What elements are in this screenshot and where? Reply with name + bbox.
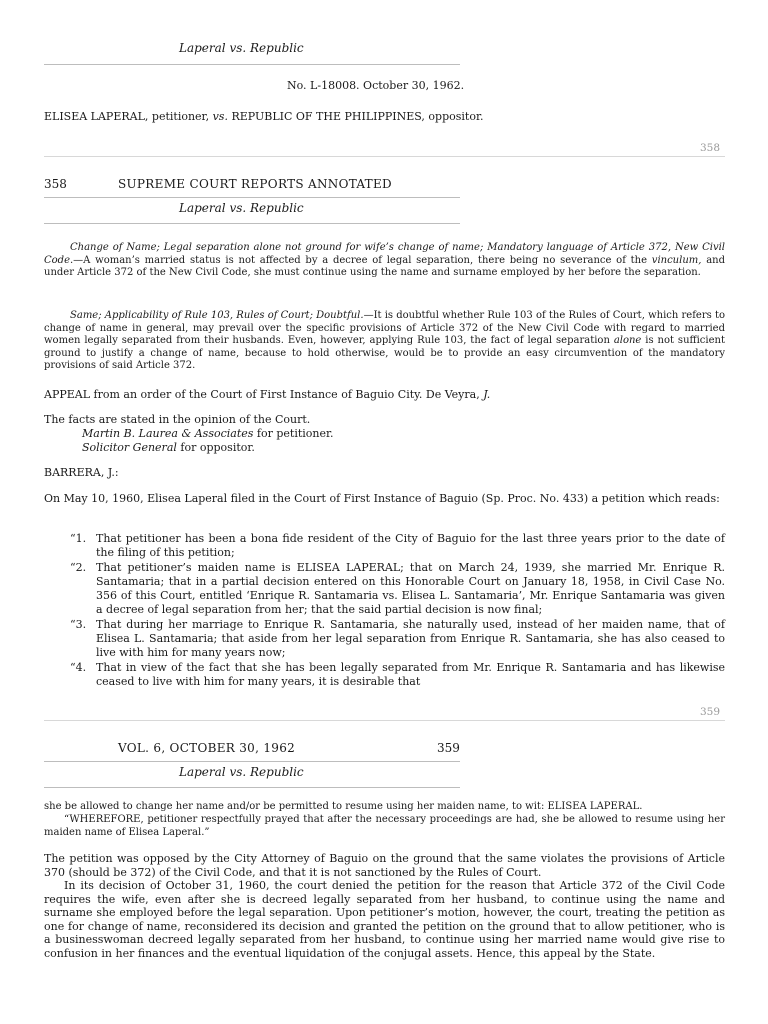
- petitioner-role: petitioner,: [148, 110, 213, 123]
- opening-paragraph: On May 10, 1960, Elisea Laperal filed in the Court of First Instance of Baguio (Sp. Proc. No. 433) a petition which reads:: [44, 492, 720, 505]
- petitioner-name: ELISEA LAPERAL,: [44, 110, 149, 123]
- list-item: “4. That in view of the fact that she has been legally separated from Mr. Enrique R. Santamaria and has likewise ceased to live with him for many years, it is desirable that: [70, 661, 725, 688]
- list-item: “1. That petitioner has been a bona fide resident of the City of Baguio for the last three years prior to the date of the filing of this petition;: [70, 532, 725, 559]
- case-parties: [44, 110, 744, 124]
- header-rule: [44, 64, 460, 65]
- page-divider: [44, 156, 725, 157]
- respondent-name: REPUBLIC OF THE PHILIPPINES,: [227, 110, 425, 123]
- journal-title: SUPREME COURT REPORTS ANNOTATED: [118, 177, 392, 191]
- page-marker: 358: [700, 142, 721, 154]
- syllabus-paragraph: Same; Applicability of Rule 103, Rules of Court; Doubtful.—It is doubtful whether Rule 103 of the Rules of Court, which refers to change of name in general, may prevail over the specific provisions of Article 372 of the New Civil Code with regard to married women legally separated from their husbands. Even, however, applying Rule 103, the fact of legal separation alone is not sufficient ground to justify a change of name, because to hold otherwise, would be to provide an easy circumvention of the mandatory provisions of said Article 372.: [44, 310, 725, 371]
- header-rule: [44, 761, 460, 762]
- versus: vs.: [212, 110, 228, 123]
- decision-paragraph: In its decision of October 31, 1960, the court denied the petition for the reason that Article 372 of the Civil Code requires the wife, even after she is decreed legally separated from her husband, to continue using the name and surname she employed before the legal separation. Upon petitioner’s motion, however, the court, treating the petition as one for change of name, reconsidered its decision and granted the petition on the ground that to allow petitioner, who is a businesswoman decreed legally separated from her husband, to continue using her married name would give rise to confusion in her finances and the eventual liquidation of the conjugal assets. Hence, this appeal by the State.: [44, 879, 725, 960]
- list-item: “3. That during her marriage to Enrique R. Santamaria, she naturally used, instead of her maiden name, that of Elisea L. Santamaria; that aside from her legal separation from Enrique R. Santamaria, she has also ceased to live with him for many years now;: [70, 618, 725, 659]
- ponente: BARRERA, J.:: [44, 466, 119, 479]
- page-number: 358: [44, 177, 67, 191]
- facts-line: The facts are stated in the opinion of the Court.: [44, 413, 311, 426]
- counsel-petitioner: Martin B. Laurea & Associates for petitioner.: [82, 427, 334, 440]
- page-marker: 359: [700, 706, 721, 718]
- syllabus-paragraph: Change of Name; Legal separation alone not ground for wife’s change of name; Mandatory language of Article 372, New Civil Code.—A woman’s married status is not affected by a decree of legal separation, there being no severance of the vinculum, and under Article 372 of the New Civil Code, she must continue using the name and surname employed by her before the separation.: [44, 242, 725, 278]
- header-rule: [44, 197, 460, 198]
- list-item: “2. That petitioner’s maiden name is ELISEA LAPERAL; that on March 24, 1939, she married Mr. Enrique R. Santamaria; that in a partial decision entered on this Honorable Court on January 18, 1958, in Civil Case No. 356 of this Court, entitled ‘Enrique R. Santamaria vs. Elisea L. Santamaria’, Mr. Enrique Santamaria was given a decree of legal separation from her; that the said partial decision is now final;: [70, 561, 725, 616]
- continuation-line: she be allowed to change her name and/or be permitted to resume using her maiden name, to wit: ELISEA LAPERAL.: [44, 801, 643, 812]
- header-rule: [44, 787, 460, 788]
- syllabus-heading: Change of Name; Legal separation alone not ground for wife’s change of name; Mandatory language of Article 372, New Civil Code.: [44, 242, 725, 266]
- running-head: Laperal vs. Republic: [179, 765, 304, 779]
- volume-line: VOL. 6, OCTOBER 30, 1962: [118, 741, 296, 755]
- running-head: Laperal vs. Republic: [179, 201, 304, 215]
- page-number: 359: [437, 741, 460, 755]
- appeal-line: APPEAL from an order of the Court of First Instance of Baguio City. De Veyra, J.: [44, 388, 491, 401]
- header-rule: [44, 223, 460, 224]
- wherefore-paragraph: “WHEREFORE, petitioner respectfully prayed that after the necessary proceedings are had, she be allowed to resume using her maiden name of Elisea Laperal.”: [44, 814, 725, 838]
- page-divider: [44, 720, 725, 721]
- respondent-role: oppositor.: [424, 110, 484, 123]
- counsel-oppositor: Solicitor General for oppositor.: [82, 441, 255, 454]
- petition-items: [44, 532, 725, 690]
- running-head: Laperal vs. Republic: [179, 41, 304, 55]
- opposition-paragraph: The petition was opposed by the City Attorney of Baguio on the ground that the same violates the provisions of Article 370 (should be 372) of the Civil Code, and that it is not sanctioned by the Rules of Court.: [44, 852, 725, 879]
- case-number: No. L-18008. October 30, 1962.: [287, 79, 465, 92]
- syllabus-heading: Same; Applicability of Rule 103, Rules of Court; Doubtful.: [70, 310, 364, 321]
